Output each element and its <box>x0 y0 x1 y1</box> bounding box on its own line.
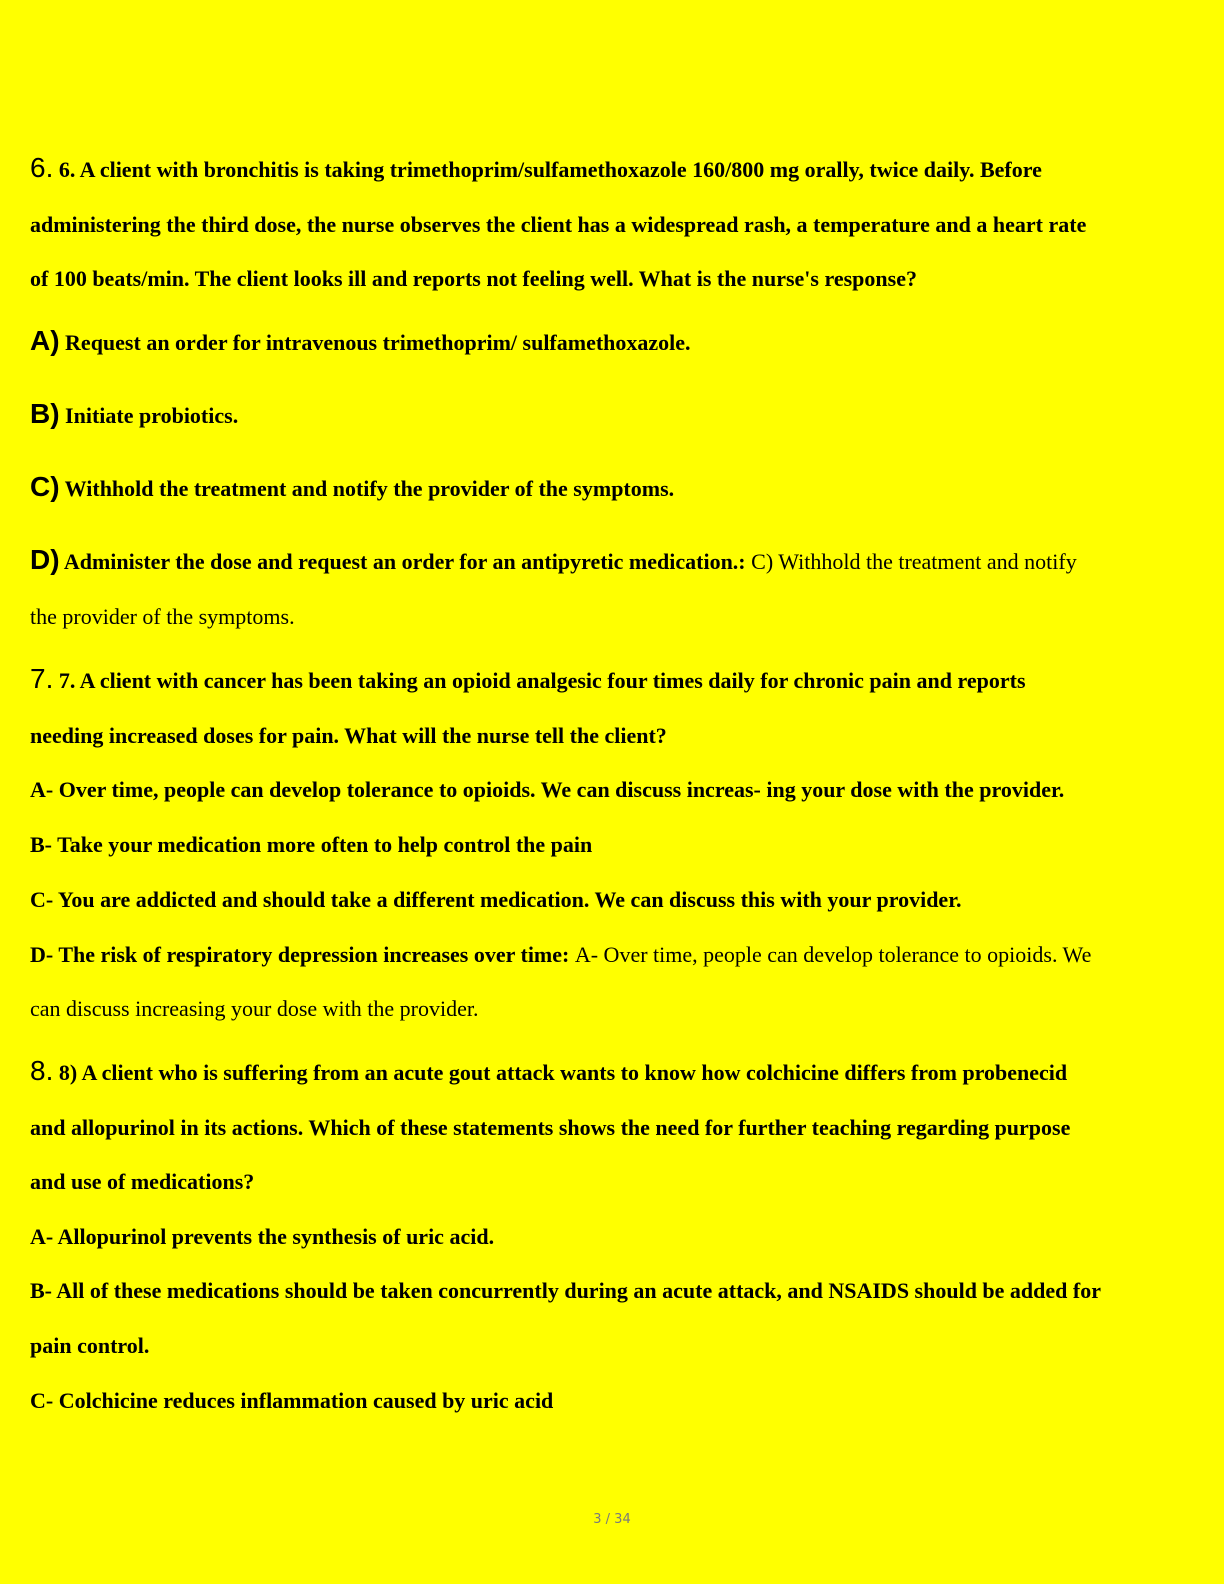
q7-answer-text-2: can discuss increasing your dose with the provider. <box>30 996 479 1021</box>
q6-stem-text-1: 6. A client with bronchitis is taking trimethoprim/sulfamethoxazole 160/800 mg orally, twice daily. Before <box>58 157 1042 182</box>
q8-number: 8. <box>30 1055 54 1086</box>
q6-option-c <box>30 473 674 503</box>
q8-option-a: A- Allopurinol prevents the synthesis of uric acid. <box>30 1224 495 1249</box>
q6-option-c-text: Withhold the treatment and notify the provider of the symptoms. <box>64 476 675 501</box>
q8-option-b-line-1: B- All of these medications should be taken concurrently during an acute attack, and NSAIDS should be added for <box>30 1278 1101 1303</box>
q6-stem-line-1 <box>30 154 1042 184</box>
q7-stem-text-1: 7. A client with cancer has been taking an opioid analgesic four times daily for chronic pain and reports <box>58 668 1026 693</box>
q7-option-a: A- Over time, people can develop tolerance to opioids. We can discuss increas- ing your dose with the provider. <box>30 777 1065 802</box>
q6-stem-line-3: of 100 beats/min. The client looks ill and reports not feeling well. What is the nurse's response? <box>30 266 917 291</box>
q8-stem-line-1 <box>30 1057 1067 1087</box>
q7-stem-line-1 <box>30 665 1026 695</box>
q6-option-a <box>30 327 691 357</box>
q6-answer-text-2: the provider of the symptoms. <box>30 604 295 629</box>
q8-stem-line-3: and use of medications? <box>30 1169 255 1194</box>
q6-option-a-label: A) <box>30 325 60 356</box>
q6-option-d-text: Administer the dose and request an order for an antipyretic medication.: <box>63 549 746 574</box>
q6-option-b-text: Initiate probiotics. <box>65 403 239 428</box>
q8-option-c: C- Colchicine reduces inflammation caused by uric acid <box>30 1388 554 1413</box>
q7-option-d <box>30 941 1091 969</box>
q6-option-c-label: C) <box>30 471 60 502</box>
q7-number: 7. <box>30 663 54 694</box>
q7-answer-text-1: A- Over time, people can develop tolerance to opioids. We <box>574 942 1092 967</box>
q6-option-a-text: Request an order for intravenous trimethoprim/ sulfamethoxazole. <box>65 330 691 355</box>
q6-option-b <box>30 400 238 430</box>
q7-stem-line-2: needing increased doses for pain. What will the nurse tell the client? <box>30 723 667 748</box>
q6-option-b-label: B) <box>30 398 60 429</box>
q7-option-c: C- You are addicted and should take a different medication. We can discuss this with your provider. <box>30 887 962 912</box>
q7-option-d-text: D- The risk of respiratory depression increases over time: <box>30 942 570 967</box>
q8-stem-line-2: and allopurinol in its actions. Which of these statements shows the need for further teaching regarding purpose <box>30 1115 1071 1140</box>
q6-option-d-label: D) <box>30 544 60 575</box>
q8-option-b-line-2: pain control. <box>30 1333 150 1358</box>
q6-answer-text-1: C) Withhold the treatment and notify <box>751 549 1077 574</box>
q7-option-b: B- Take your medication more often to help control the pain <box>30 832 593 857</box>
q8-stem-text-1: 8) A client who is suffering from an acute gout attack wants to know how colchicine differs from probenecid <box>58 1060 1068 1085</box>
q6-option-d <box>30 546 1077 576</box>
q6-number: 6. <box>30 152 54 183</box>
q6-stem-line-2: administering the third dose, the nurse observes the client has a widespread rash, a temperature and a heart rate <box>30 212 1087 237</box>
page-number: 3 / 34 <box>593 1512 631 1527</box>
